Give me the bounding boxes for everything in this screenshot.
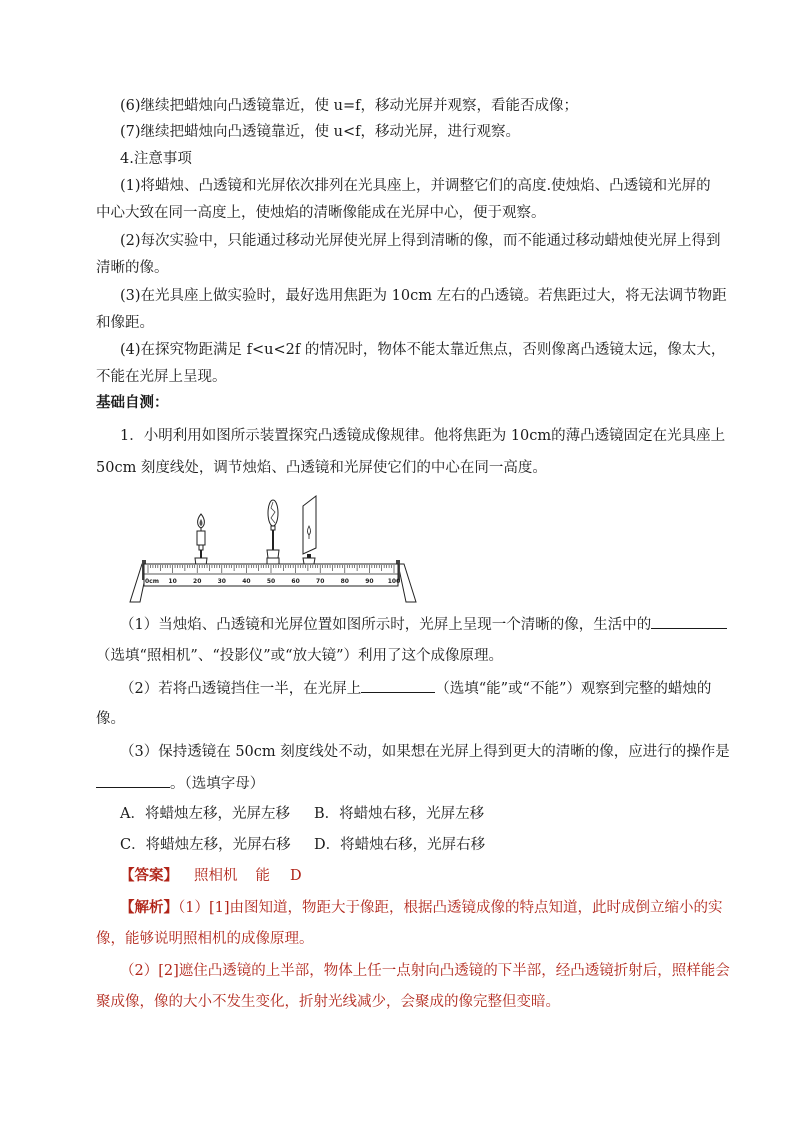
ruler-label: 20 [193,578,202,585]
analysis-line-1 [120,898,723,918]
note-2-line-1: (2)每次实验中，只能通过移动光屏使光屏上得到清晰的像，而不能通过移动蜡烛使光屏上得到 [120,233,721,249]
note-4-line-1: (4)在探究物距满足 f<u<2f 的情况时，物体不能太靠近焦点，否则像离凸透镜太远，像太大， [120,342,726,358]
analysis-p2-line-1: （2）[2]遮住凸透镜的上半部，物体上任一点射向凸透镜的下半部，经凸透镜折射后，照样能会 [120,963,730,979]
ruler-label: 50 [266,578,276,585]
ruler-label: 30 [217,578,226,585]
answer-label: 【答案】 [120,867,178,884]
lens-icon [267,500,279,574]
subquestion-1-line-1 [120,614,727,635]
answer-blank-2[interactable] [361,678,435,693]
analysis-label: 【解析】 [120,899,178,916]
answer-2: 能 [255,868,270,884]
screen-icon [303,496,316,574]
note-1-line-2: 中心大致在同一高度上，使烛焰的清晰像能成在光屏中心，便于观察。 [96,205,546,221]
analysis-p1-text: （1）[1]由图知道，物距大于像距，根据凸透镜成像的特点知道，此时成倒立缩小的实 [178,900,723,916]
option-a: A．将蜡烛左移，光屏左移 [120,806,290,822]
subquestion-2-line-2: 像。 [96,711,125,727]
note-4-line-2: 不能在光屏上呈现。 [96,369,227,385]
step-7: (7)继续把蜡烛向凸透镜靠近，使 u<f，移动光屏，进行观察。 [120,124,521,140]
note-1-line-1: (1)将蜡烛、凸透镜和光屏依次排列在光具座上，并调整它们的高度.使烛焰、凸透镜和光屏的 [120,178,711,194]
ruler-label: 10 [168,578,177,585]
optical-bench-figure [128,490,418,610]
notes-heading: 4.注意事项 [120,151,192,167]
analysis-p2-line-2: 聚成像，像的大小不发生变化，折射光线减少，会聚成的像完整但变暗。 [96,994,560,1010]
subquestion-3-suffix: 。（选填字母） [170,776,265,792]
step-6: (6)继续把蜡烛向凸透镜靠近，使 u=f，移动光屏并观察，看能否成像； [120,98,579,114]
ruler-label: 0cm [145,578,159,585]
note-3-line-2: 和像距。 [96,315,154,331]
ruler-label: 40 [242,578,251,585]
question-1-line-2: 50cm 刻度线处，调节烛焰、凸透镜和光屏使它们的中心在同一高度。 [96,460,547,476]
ruler-label: 80 [340,578,349,585]
note-3-line-1: (3)在光具座上做实验时，最好选用焦距为 10cm 左右的凸透镜。若焦距过大，将无法调节物距 [120,288,727,304]
subquestion-1-text: （1）当烛焰、凸透镜和光屏位置如图所示时，光屏上呈现一个清晰的像，生活中的 [120,617,652,633]
option-d: D．将蜡烛右移，光屏右移 [314,837,486,853]
subquestion-2-text-a: （2）若将凸透镜挡住一半，在光屏上 [120,681,362,697]
subquestion-3-line-2 [96,773,264,794]
answer-3: D [290,868,302,884]
answer-line [120,866,302,886]
ruler-label: 70 [316,578,325,585]
self-test-heading: 基础自测： [96,394,169,411]
question-1-line-1: 1．小明利用如图所示装置探究凸透镜成像规律。他将焦距为 10cm的薄凸透镜固定在光具座上 [120,428,726,444]
answer-blank-3[interactable] [96,773,170,788]
subquestion-3-line-1: （3）保持透镜在 50cm 刻度线处不动，如果想在光屏上得到更大的清晰的像，应进行的操作是 [120,744,730,760]
subquestion-2-line-1 [120,678,711,699]
option-c: C．将蜡烛左移，光屏右移 [120,837,291,853]
note-2-line-2: 清晰的像。 [96,260,169,276]
answer-blank-1[interactable] [651,614,727,629]
ruler-label: 100 [387,578,401,585]
analysis-p1-line-2: 像，能够说明照相机的成像原理。 [96,931,314,947]
subquestion-1-line-2: （选填“照相机”、“投影仪”或“放大镜”）利用了这个成像原理。 [96,648,503,664]
ruler-label: 90 [365,578,374,585]
answer-1: 照相机 [194,868,238,884]
ruler-label: 60 [291,578,300,585]
optical-bench-rail [130,560,416,602]
option-b: B．将蜡烛右移，光屏左移 [314,806,485,822]
subquestion-2-text-b: （选填“能”或“不能”）观察到完整的蜡烛的 [435,681,712,697]
